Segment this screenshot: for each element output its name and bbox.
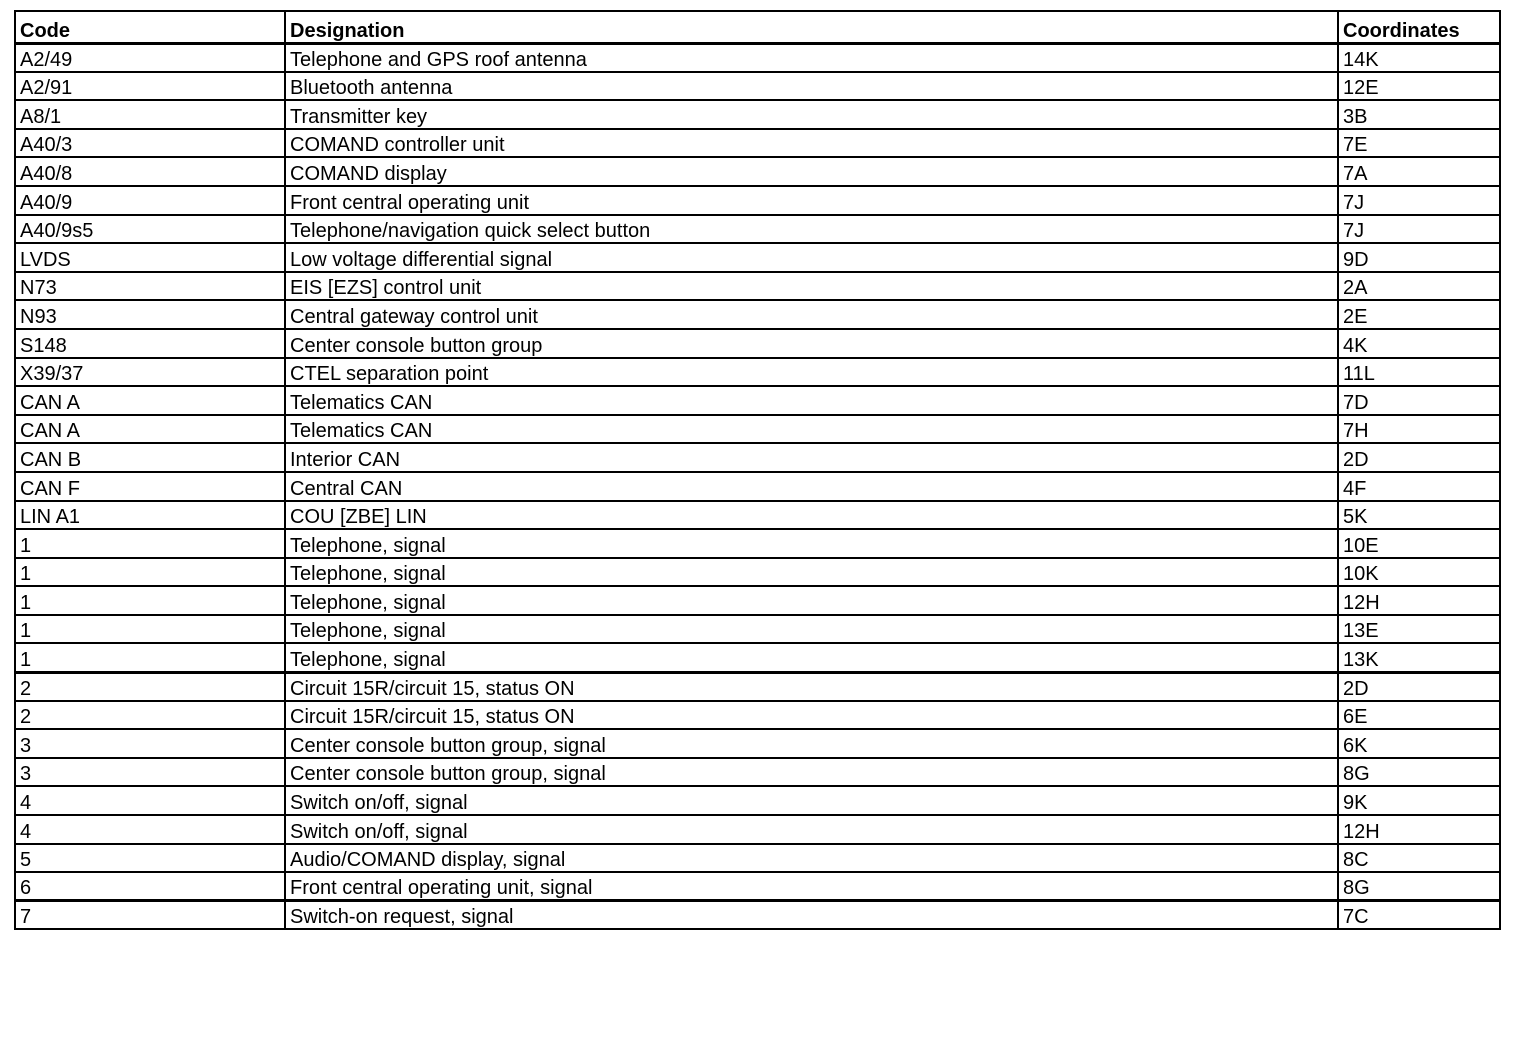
- designation-cell: COU [ZBE] LIN: [285, 501, 1338, 530]
- coordinates-cell: 12E: [1338, 72, 1500, 101]
- table-row: [15, 186, 1500, 215]
- table-row: [15, 386, 1500, 415]
- table-row: [15, 558, 1500, 587]
- designation-cell: Front central operating unit: [285, 186, 1338, 215]
- table-row: [15, 815, 1500, 844]
- table-row: [15, 358, 1500, 387]
- code-cell: 1: [15, 558, 285, 587]
- code-cell: CAN A: [15, 386, 285, 415]
- code-column-header: Code: [15, 11, 285, 43]
- table-row: [15, 643, 1500, 672]
- table-row: [15, 758, 1500, 787]
- designation-cell: COMAND controller unit: [285, 129, 1338, 158]
- code-cell: 4: [15, 786, 285, 815]
- table-row: [15, 501, 1500, 530]
- coordinates-cell: 10E: [1338, 529, 1500, 558]
- designation-cell: Transmitter key: [285, 100, 1338, 129]
- table-row: [15, 786, 1500, 815]
- table-row: [15, 729, 1500, 758]
- header-row: [15, 11, 1500, 43]
- coordinates-cell: 8G: [1338, 872, 1500, 901]
- designation-cell: Switch-on request, signal: [285, 901, 1338, 930]
- table-row: [15, 472, 1500, 501]
- table-row: [15, 72, 1500, 101]
- coordinates-cell: 7D: [1338, 386, 1500, 415]
- code-cell: 2: [15, 672, 285, 701]
- coordinates-cell: 4F: [1338, 472, 1500, 501]
- coordinates-cell: 7C: [1338, 901, 1500, 930]
- code-cell: X39/37: [15, 358, 285, 387]
- coordinates-cell: 2D: [1338, 443, 1500, 472]
- table-row: [15, 615, 1500, 644]
- code-cell: CAN B: [15, 443, 285, 472]
- designation-cell: Telephone, signal: [285, 615, 1338, 644]
- table-row: [15, 701, 1500, 730]
- code-cell: LVDS: [15, 243, 285, 272]
- designation-cell: Telematics CAN: [285, 415, 1338, 444]
- coordinates-cell: 14K: [1338, 43, 1500, 72]
- designation-cell: Switch on/off, signal: [285, 815, 1338, 844]
- code-cell: 1: [15, 615, 285, 644]
- coordinates-cell: 7J: [1338, 215, 1500, 244]
- code-cell: 3: [15, 758, 285, 787]
- code-cell: A2/49: [15, 43, 285, 72]
- table-row: [15, 529, 1500, 558]
- code-cell: N93: [15, 300, 285, 329]
- designation-cell: Circuit 15R/circuit 15, status ON: [285, 701, 1338, 730]
- table-row: [15, 100, 1500, 129]
- code-cell: A8/1: [15, 100, 285, 129]
- designation-cell: Telephone, signal: [285, 643, 1338, 672]
- code-cell: 6: [15, 872, 285, 901]
- designation-cell: Telematics CAN: [285, 386, 1338, 415]
- code-cell: 1: [15, 586, 285, 615]
- designation-cell: Low voltage differential signal: [285, 243, 1338, 272]
- code-cell: N73: [15, 272, 285, 301]
- designation-cell: Central CAN: [285, 472, 1338, 501]
- coordinates-cell: 7A: [1338, 157, 1500, 186]
- coordinates-cell: 6E: [1338, 701, 1500, 730]
- designation-cell: CTEL separation point: [285, 358, 1338, 387]
- table-row: [15, 300, 1500, 329]
- code-cell: 2: [15, 701, 285, 730]
- table-row: [15, 129, 1500, 158]
- designation-cell: Audio/COMAND display, signal: [285, 844, 1338, 873]
- coordinates-cell: 5K: [1338, 501, 1500, 530]
- coordinates-cell: 9K: [1338, 786, 1500, 815]
- coordinates-cell: 13E: [1338, 615, 1500, 644]
- table-row: [15, 672, 1500, 701]
- code-cell: 4: [15, 815, 285, 844]
- code-cell: CAN A: [15, 415, 285, 444]
- code-cell: 1: [15, 643, 285, 672]
- code-cell: 5: [15, 844, 285, 873]
- designation-cell: Center console button group, signal: [285, 758, 1338, 787]
- designation-cell: Interior CAN: [285, 443, 1338, 472]
- coordinates-cell: 12H: [1338, 586, 1500, 615]
- code-cell: CAN F: [15, 472, 285, 501]
- table-body: [15, 43, 1500, 929]
- code-cell: A40/9s5: [15, 215, 285, 244]
- designation-cell: Telephone, signal: [285, 529, 1338, 558]
- designation-column-header: Designation: [285, 11, 1338, 43]
- designation-cell: Telephone, signal: [285, 558, 1338, 587]
- code-cell: A40/3: [15, 129, 285, 158]
- designation-cell: COMAND display: [285, 157, 1338, 186]
- code-cell: A40/8: [15, 157, 285, 186]
- table-row: [15, 901, 1500, 930]
- coordinates-column-header: Coordinates: [1338, 11, 1500, 43]
- code-cell: 1: [15, 529, 285, 558]
- designation-cell: EIS [EZS] control unit: [285, 272, 1338, 301]
- coordinates-cell: 7H: [1338, 415, 1500, 444]
- coordinates-cell: 8C: [1338, 844, 1500, 873]
- designation-cell: Central gateway control unit: [285, 300, 1338, 329]
- designation-cell: Telephone, signal: [285, 586, 1338, 615]
- designation-cell: Bluetooth antenna: [285, 72, 1338, 101]
- coordinates-cell: 9D: [1338, 243, 1500, 272]
- table-row: [15, 415, 1500, 444]
- coordinates-cell: 12H: [1338, 815, 1500, 844]
- code-cell: A40/9: [15, 186, 285, 215]
- coordinates-cell: 6K: [1338, 729, 1500, 758]
- designation-cell: Telephone/navigation quick select button: [285, 215, 1338, 244]
- legend-table: [14, 10, 1501, 930]
- table-row: [15, 243, 1500, 272]
- table-row: [15, 872, 1500, 901]
- designation-cell: Telephone and GPS roof antenna: [285, 43, 1338, 72]
- designation-cell: Switch on/off, signal: [285, 786, 1338, 815]
- coordinates-cell: 3B: [1338, 100, 1500, 129]
- coordinates-cell: 2A: [1338, 272, 1500, 301]
- table-row: [15, 443, 1500, 472]
- coordinates-cell: 11L: [1338, 358, 1500, 387]
- table-row: [15, 43, 1500, 72]
- coordinates-cell: 2D: [1338, 672, 1500, 701]
- coordinates-cell: 10K: [1338, 558, 1500, 587]
- table-header: [15, 11, 1500, 43]
- code-cell: LIN A1: [15, 501, 285, 530]
- designation-cell: Front central operating unit, signal: [285, 872, 1338, 901]
- table-row: [15, 272, 1500, 301]
- code-cell: S148: [15, 329, 285, 358]
- table-row: [15, 329, 1500, 358]
- table-row: [15, 157, 1500, 186]
- table-row: [15, 586, 1500, 615]
- coordinates-cell: 8G: [1338, 758, 1500, 787]
- designation-cell: Center console button group: [285, 329, 1338, 358]
- designation-cell: Circuit 15R/circuit 15, status ON: [285, 672, 1338, 701]
- coordinates-cell: 13K: [1338, 643, 1500, 672]
- code-cell: A2/91: [15, 72, 285, 101]
- code-cell: 7: [15, 901, 285, 930]
- code-cell: 3: [15, 729, 285, 758]
- coordinates-cell: 7E: [1338, 129, 1500, 158]
- table-row: [15, 215, 1500, 244]
- coordinates-cell: 7J: [1338, 186, 1500, 215]
- designation-cell: Center console button group, signal: [285, 729, 1338, 758]
- coordinates-cell: 4K: [1338, 329, 1500, 358]
- table-row: [15, 844, 1500, 873]
- coordinates-cell: 2E: [1338, 300, 1500, 329]
